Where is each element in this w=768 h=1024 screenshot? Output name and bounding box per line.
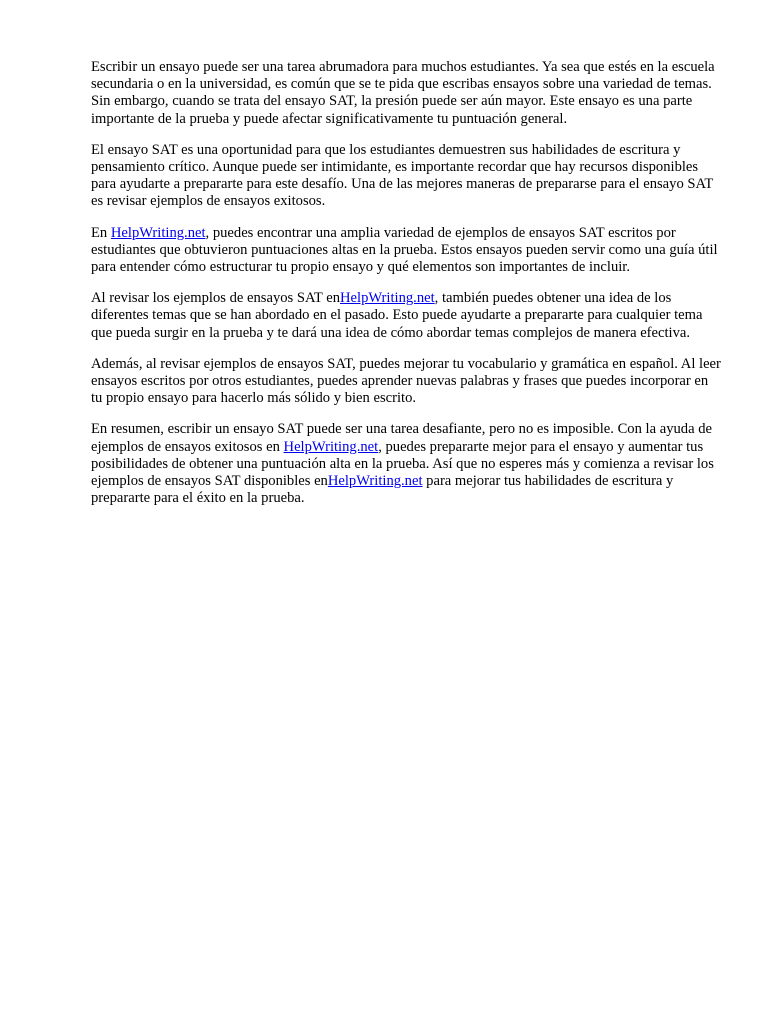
paragraph-text: En (91, 224, 111, 241)
helpwriting-link[interactable]: HelpWriting.net (327, 473, 423, 490)
paragraph-vocabulary: Además, al revisar ejemplos de ensayos SAT, puedes mejorar tu vocabulario y gramática en español. Al leer ensayos escritos por otros estudiantes, puedes aprender nuevas palabras y frases que puedes incorporar en tu propio ensayo para hacerlo más sólido y bien escrito. (91, 355, 721, 407)
paragraph-helpwriting-examples (91, 225, 723, 277)
helpwriting-link[interactable]: HelpWriting.net (283, 438, 379, 455)
document-page (91, 59, 723, 521)
paragraph-text: En resumen, escribir un ensayo SAT puede ser una tarea desafiante, pero no es imposible. Con la ayuda de ejemplos de ensayos exitosos en (91, 421, 712, 455)
helpwriting-link[interactable]: HelpWriting.net (340, 290, 435, 307)
paragraph-text: , puedes encontrar una amplia variedad de ejemplos de ensayos SAT escritos por estudiantes que obtuvieron puntuaciones altas en la prueba. Estos ensayos pueden servir como una guía útil para entender cómo estructurar tu propio ensayo y qué elementos son importantes de incluir. (91, 224, 718, 276)
paragraph-text: , puedes prepararte mejor para el ensayo y aumentar tus posibilidades de obtener una puntuación alta en la prueba. Así que no esperes más y comienza a revisar los ejemplos de ensayos SAT disponibles en (91, 438, 714, 490)
paragraph-themes (91, 290, 723, 342)
helpwriting-link[interactable]: HelpWriting.net (110, 224, 206, 241)
paragraph-sat-opportunity: El ensayo SAT es una oportunidad para que los estudiantes demuestren sus habilidades de escritura y pensamiento crítico. Aunque puede ser intimidante, es importante recordar que hay recursos disponibles para ayudarte a prepararte para este desafío. Una de las mejores maneras de prepararse para el ensayo SAT es revisar ejemplos de ensayos exitosos. (91, 141, 714, 210)
paragraph-conclusion (91, 421, 723, 507)
paragraph-text: Al revisar los ejemplos de ensayos SAT en (91, 290, 340, 307)
paragraph-text: , también puedes obtener una idea de los diferentes temas que se han abordado en el pasado. Esto puede ayudarte a prepararte para cualquier tema que pueda surgir en la prueba y te dará una idea de cómo abordar temas complejos de manera efectiva. (91, 290, 703, 341)
paragraph-intro: Escribir un ensayo puede ser una tarea abrumadora para muchos estudiantes. Ya sea que estés en la escuela secundaria o en la universidad, es común que se te pida que escribas ensayos sobre una variedad de temas. Sin embargo, cuando se trata del ensayo SAT, la presión puede ser aún mayor. Este ensayo es una parte importante de la prueba y puede afectar significativamente tu puntuación general. (91, 59, 715, 127)
paragraph-text: para mejorar tus habilidades de escritura y prepararte para el éxito en la prueba. (91, 473, 674, 507)
